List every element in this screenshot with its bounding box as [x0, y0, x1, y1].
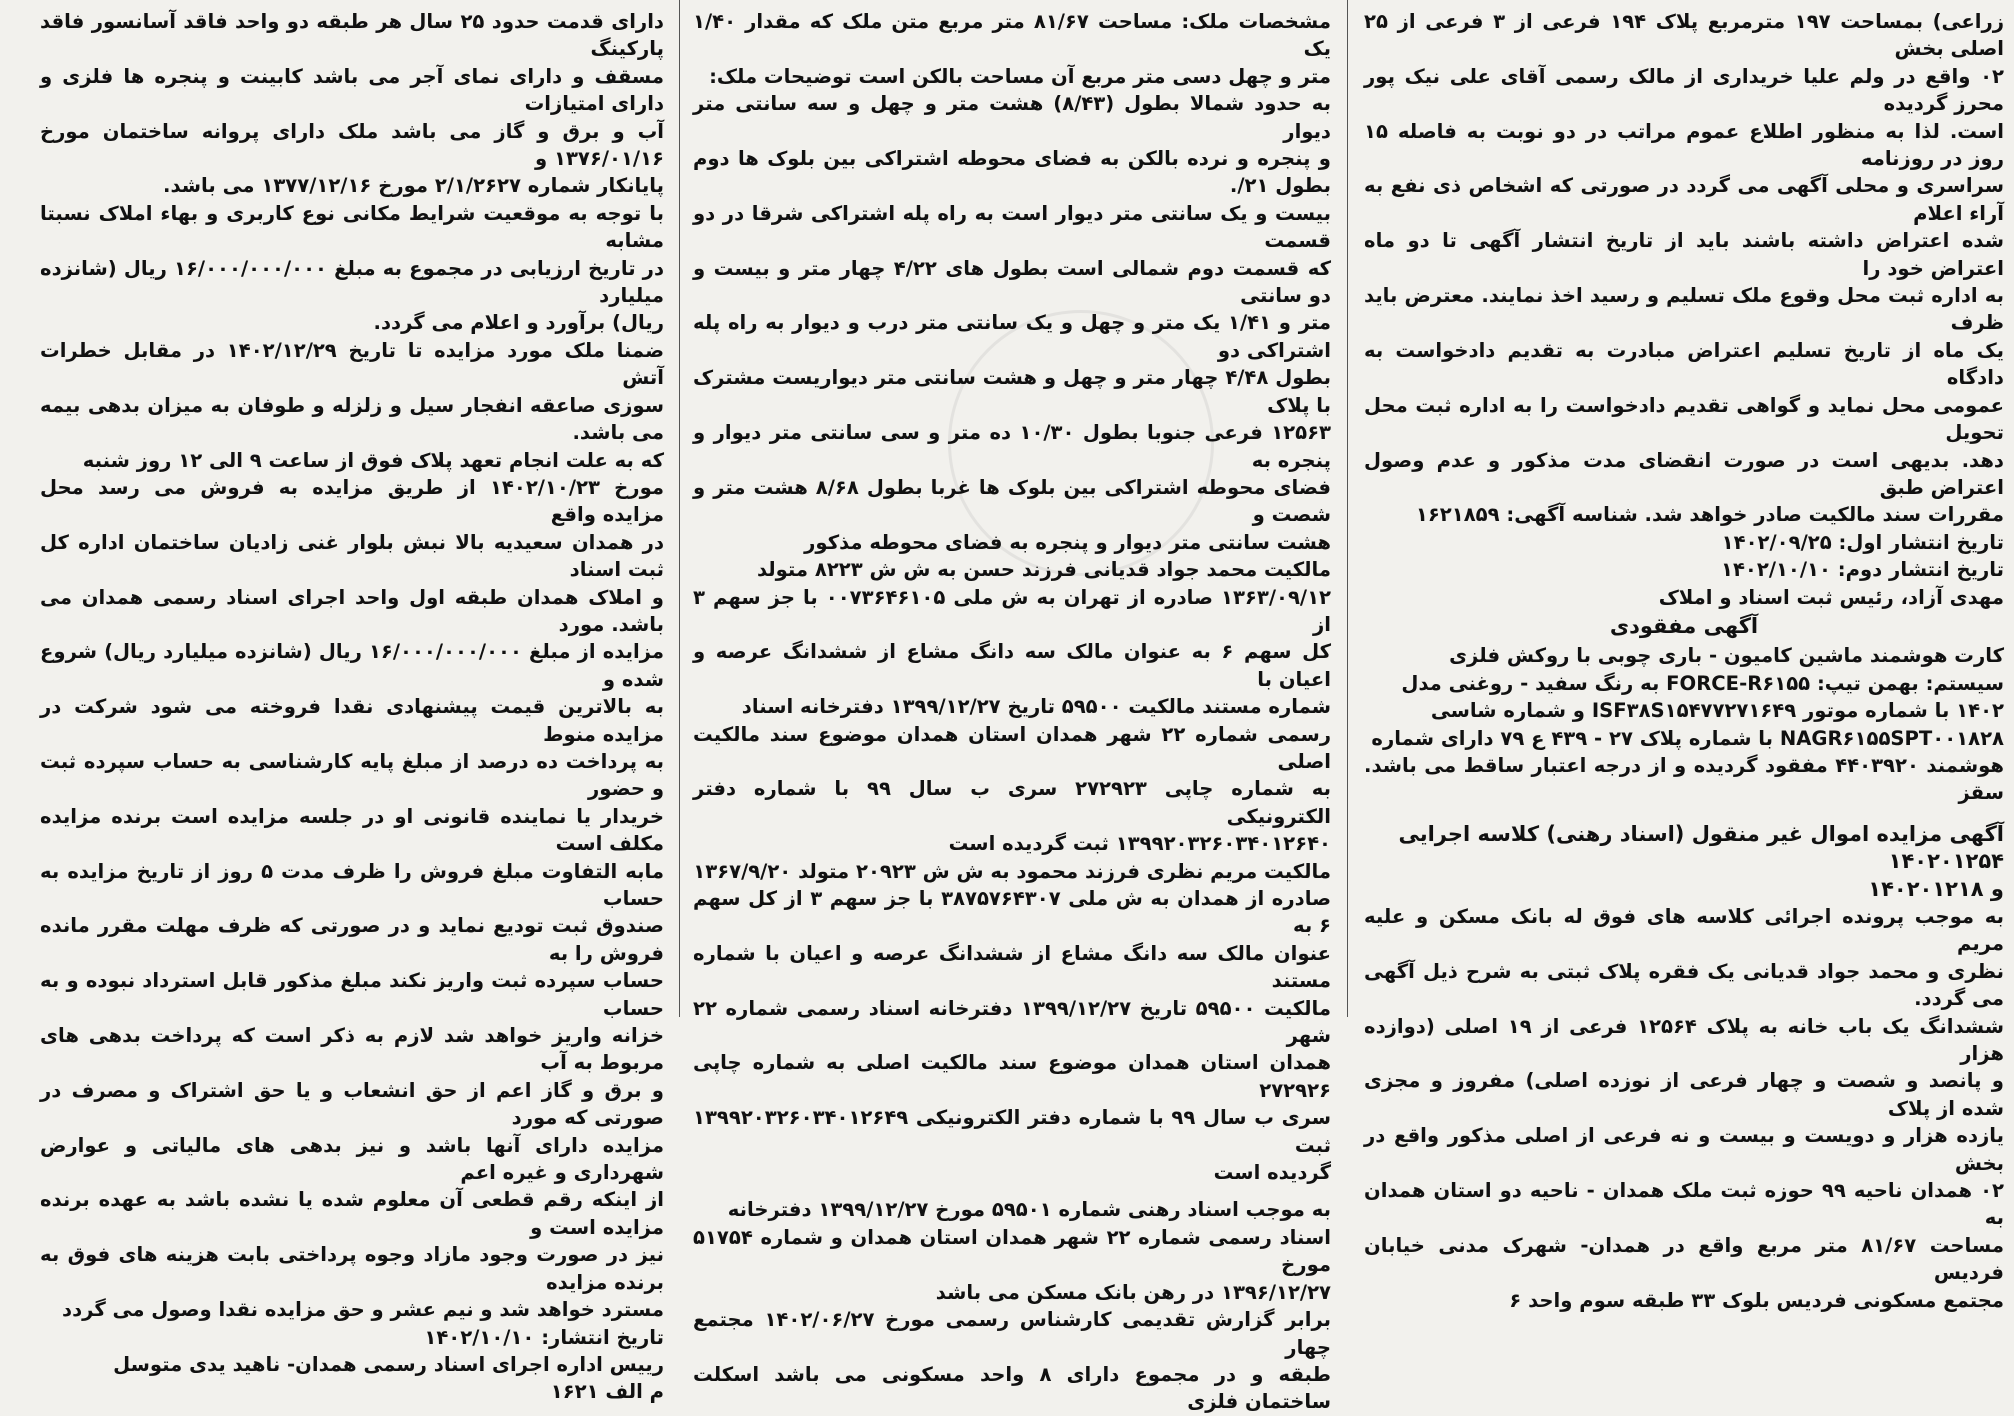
text-line: هشت سانتی متر دیوار و پنجره به فضای محوطه مذکور	[804, 530, 1331, 554]
text-line: کارت هوشمند ماشین کامیون - باری چوبی با روکش فلزی	[1449, 644, 2004, 668]
text-line: به موجب پرونده اجرائی کلاسه های فوق له بانک مسکن و علیه مریم	[1364, 905, 2004, 956]
text-line: مساحت ۸۱/۶۷ متر مربع واقع در همدان- شهرک مدنی خیابان فردیس	[1364, 1233, 2004, 1285]
auction-terms-paragraph	[40, 447, 664, 1324]
lost-notice-paragraph	[1364, 642, 2004, 806]
text-line: مسترد خواهد شد و نیم عشر و حق مزایده نقدا وصول می گردد	[62, 1298, 664, 1322]
text-line: صادره از همدان به ش ملی ۳۸۷۵۷۶۴۳۰۷ با جز سهم ۳ از کل سهم ۶ به	[693, 887, 1332, 938]
text-line: مقررات سند مالکیت صادر خواهد شد. شناسه آگهی: ۱۶۲۱۸۵۹	[1415, 503, 2004, 527]
signature: مهدی آزاد، رئیس ثبت اسناد و املاک	[1658, 585, 2004, 609]
text-line: به موجب اسناد رهنی شماره ۵۹۵۰۱ مورخ ۱۳۹۹/۱۲/۲۷ دفترخانه	[727, 1198, 1331, 1222]
mortgage-paragraph	[693, 1196, 1331, 1306]
text-line: مشخصات ملک: مساحت ۸۱/۶۷ متر مربع متن ملک که مقدار ۱/۴۰ یک	[693, 10, 1331, 61]
text-line: نظری و محمد جواد قدیانی یک فقره پلاک ثبتی به شرح ذیل آگهی می گردد.	[1364, 959, 2004, 1011]
text-line: حساب سپرده ثبت واریز نکند مبلغ مذکور قابل استرداد نبوده و به حساب	[40, 969, 664, 1020]
text-line: دهد. بدیهی است در صورت انقضای مدت مذکور و عدم وصول اعتراض طبق	[1364, 448, 2004, 499]
text-line: عمومی محل نماید و گواهی تقدیم دادخواست را به اداره ثبت محل تحویل	[1364, 393, 2004, 445]
text-line: یازده هزار و دویست و بیست و نه فرعی از اصلی مذکور واقع در بخش	[1364, 1124, 2004, 1175]
text-line: زراعی) بمساحت ۱۹۷ مترمربع پلاک ۱۹۴ فرعی از ۳ فرعی از ۲۵ اصلی بخش	[1364, 10, 2005, 61]
text-line: مالکیت ۵۹۵۰۰ تاریخ ۱۳۹۹/۱۲/۲۷ دفترخانه اسناد رسمی شماره ۲۲ شهر	[693, 996, 1331, 1048]
text-line: مورخ ۱۴۰۲/۱۰/۲۳ از طریق مزایده به فروش می رسد محل مزایده واقع	[40, 475, 664, 527]
text-line: شماره مستند مالکیت ۵۹۵۰۰ تاریخ ۱۳۹۹/۱۲/۲۷ دفترخانه اسناد	[741, 695, 1331, 719]
text-line: مزایده دارای آنها باشد و نیز بدهی های مالیاتی و عوارض شهرداری و غیره اعم	[40, 1133, 664, 1185]
text-line: سوزی صاعقه انفجار سیل و زلزله و طوفان به میزان بدهی بیمه می باشد.	[40, 393, 664, 445]
building-description-paragraph	[40, 8, 664, 200]
ownership-paragraph-2	[693, 858, 1331, 1187]
valuation-paragraph	[40, 200, 664, 337]
text-line: ۱۳۹۶/۱۲/۲۷ در رهن بانک مسکن می باشد	[935, 1280, 1331, 1304]
text-line: کل سهم ۶ به عنوان مالک سه دانگ مشاع از ششدانگ عرصه و اعیان با	[693, 640, 1331, 691]
text-line: متر و چهل دسی متر مربع آن مساحت بالکن است توضیحات ملک:	[709, 64, 1331, 88]
text-line: برابر گزارش تقدیمی کارشناس رسمی مورخ ۱۴۰۲/۰۶/۲۷ مجتمع چهار	[693, 1308, 1332, 1359]
text-line: سیستم: بهمن تیپ: FORCE-R۶۱۵۵ به رنگ سفید - روغنی مدل	[1401, 671, 2004, 695]
text-line: ریال) برآورد و اعلام می گردد.	[373, 311, 664, 335]
text-line: گردیده است	[1213, 1161, 1331, 1185]
text-line: صندوق ثبت تودیع نماید و در صورتی که ظرف مهلت مقرر مانده فروش را به	[40, 914, 664, 965]
text-line: سری ب سال ۹۹ با شماره دفتر الکترونیکی ۱۳۹۹۲۰۳۲۶۰۳۴۰۱۲۶۴۹ ثبت	[693, 1106, 1331, 1157]
text-line: ۱۳۹۹۲۰۳۲۶۰۳۴۰۱۲۶۴۰ ثبت گردیده است	[948, 832, 1331, 856]
text-line: دارای قدمت حدود ۲۵ سال هر طبقه دو واحد فاقد آسانسور فاقد پارکینگ	[40, 10, 664, 61]
text-line: مزایده از مبلغ ۱۶/۰۰۰/۰۰۰/۰۰۰ ریال (شانزده میلیارد ریال) شروع شده و	[40, 640, 664, 691]
text-line: مالکیت مریم نظری فرزند محمود به ش ش ۲۰۹۲۳ متولد ۱۳۶۷/۹/۲۰	[693, 859, 1331, 883]
text-line: ۱۳۶۳/۰۹/۱۲ صادره از تهران به ش ملی ۰۰۷۳۶۴۶۱۰۵ با جز سهم ۳ از	[693, 585, 1331, 636]
text-line: که قسمت دوم شمالی است بطول های ۴/۲۲ چهار متر و بیست و دو سانتی	[693, 256, 1331, 308]
text-line: به پرداخت ده درصد از مبلغ پایه کارشناسی به حساب سپرده ثبت و حضور	[40, 749, 664, 801]
text-line: آب و برق و گاز می باشد ملک دارای پروانه ساختمان مورخ ۱۳۷۶/۰۱/۱۶ و	[40, 119, 664, 171]
text-line: و املاک همدان طبقه اول واحد اجرای اسناد رسمی همدان می باشد. مورد	[40, 585, 664, 636]
text-line: سراسری و محلی آگهی می گردد در صورتی که اشخاص ذی نفع به آراء اعلام	[1364, 174, 2004, 225]
auction-notice-paragraph	[1364, 903, 2004, 1314]
signature: رییس اداره اجرای اسناد رسمی همدان- ناهید یدی متوسل	[113, 1352, 664, 1376]
lost-notice-title: آگهی مفقودی	[1609, 613, 1759, 638]
text-line: از اینکه رقم قطعی آن معلوم شده یا نشده باشد به عهده برنده مزایده است و	[40, 1188, 664, 1239]
text-line: به حدود شمالا بطول (۸/۴۳) هشت متر و چهل و سه سانتی متر دیوار	[693, 92, 1331, 143]
text-line: اسناد رسمی شماره ۲۲ شهر همدان استان همدان و شماره ۵۱۷۵۴ مورخ	[693, 1225, 1331, 1277]
text-line: ۰۲ واقع در ولم علیا خریداری از مالک رسمی آقای علی نیک پور محرز گردیده	[1364, 64, 2004, 116]
text-line: نیز در صورت وجود مازاد وجوه پرداختی بابت هزینه های فوق به برنده مزایده	[40, 1243, 664, 1294]
text-line: مسقف و دارای نمای آجر می باشد کابینت و پنجره ها فلزی و دارای امتیازات	[40, 64, 664, 116]
text-line: شده اعتراض داشته باشند باید از تاریخ انتشار آگهی تا دو ماه اعتراض خود را	[1364, 229, 2004, 280]
text-line: ششدانگ یک باب خانه به پلاک ۱۲۵۶۴ فرعی از ۱۹ اصلی (دوازده هزار	[1364, 1014, 2005, 1066]
column-left	[40, 8, 665, 1404]
text-line: یک ماه از تاریخ تسلیم اعتراض مبادرت به تقدیم دادخواست به دادگاه	[1364, 338, 2004, 390]
publish-date: تاریخ انتشار: ۱۴۰۲/۱۰/۱۰	[424, 1325, 664, 1349]
text-line: هوشمند ۴۴۰۳۹۲۰ مفقود گردیده و از درجه اعتبار ساقط می باشد. سقز	[1364, 753, 2004, 805]
title-line: آگهی مزایده اموال غیر منقول (اسناد رهنی) کلاسه اجرایی ۱۴۰۲۰۱۲۵۴	[1398, 821, 2004, 874]
expert-report-paragraph	[693, 1306, 1331, 1416]
ownership-paragraph-1	[693, 556, 1331, 857]
text-line: در همدان سعیدیه بالا نبش بلوار غنی زادیان ساختمان اداره کل ثبت اسناد	[40, 530, 664, 582]
column-divider	[679, 0, 680, 1017]
publish-date-first: تاریخ انتشار اول: ۱۴۰۲/۰۹/۲۵	[1721, 530, 2004, 554]
text-line: همدان استان همدان موضوع سند مالکیت اصلی به شماره چاپی ۲۷۲۹۲۶	[693, 1051, 1331, 1102]
text-line: و پنجره و نرده بالکن به فضای محوطه اشتراکی بین بلوک ها دوم بطول ۲۱/.	[693, 147, 1331, 198]
text-line: طبقه و در مجموع دارای ۸ واحد مسکونی می باشد اسکلت ساختمان فلزی	[693, 1362, 1331, 1414]
auction-notice-title	[1364, 821, 2004, 903]
text-line: ۱۲۵۶۳ فرعی جنوبا بطول ۱۰/۳۰ ده متر و سی سانتی متر دیوار و پنجره به	[693, 421, 1331, 472]
property-spec-paragraph	[693, 8, 1331, 90]
text-line: و پانصد و شصت و چهار فرعی از نوزده اصلی) مفروز و مجزی شده از پلاک	[1364, 1069, 2004, 1120]
text-line: است. لذا به منظور اطلاع عموم مراتب در دو نوبت به فاصله ۱۵ روز در روزنامه	[1364, 119, 2004, 171]
text-line: رسمی شماره ۲۲ شهر همدان استان همدان موضوع سند مالکیت اصلی	[693, 722, 1332, 773]
text-line: متر و ۱/۴۱ یک متر و چهل و یک سانتی متر درب و دیوار به راه پله اشتراکی دو	[693, 311, 1332, 362]
text-line: مابه التفاوت مبلغ فروش را ظرف مدت ۵ روز از تاریخ مزایده به حساب	[40, 859, 664, 910]
text-line: مجتمع مسکونی فردیس بلوک ۳۳ طبقه سوم واحد ۶	[1509, 1288, 2004, 1312]
title-line: و ۱۴۰۲۰۱۲۱۸	[1868, 876, 2004, 901]
text-line: NAGR۶۱۵۵SPT۰۰۱۸۲۸ با شماره پلاک ۲۷ - ۴۳۹ ع ۷۹ دارای شماره	[1371, 726, 2004, 750]
text-line: به بالاترین قیمت پیشنهادی نقدا فروخته می شود شرکت در مزایده منوط	[40, 695, 664, 746]
column-divider	[1347, 0, 1348, 1017]
land-notice-paragraph	[1364, 8, 2004, 529]
column-middle	[693, 8, 1332, 1414]
text-line: ۱۴۰۲ با شماره موتور ISF۳۸S۱۵۴۷۷۲۷۱۶۴۹ و شماره شاسی	[1430, 699, 2004, 723]
text-line: خریدار یا نماینده قانونی او در جلسه مزایده است برنده مزایده مکلف است	[40, 804, 664, 856]
insurance-paragraph	[40, 337, 664, 447]
publish-date-second: تاریخ انتشار دوم: ۱۴۰۲/۱۰/۱۰	[1720, 558, 2004, 582]
text-line: مالکیت محمد جواد قدیانی فرزند حسن به ش ش ۸۲۲۳ متولد	[756, 558, 1331, 582]
text-line: بیست و یک سانتی متر دیوار است به راه پله اشتراکی شرقا در دو قسمت	[693, 201, 1331, 253]
text-line: عنوان مالک سه دانگ مشاع از ششدانگ عرصه و اعیان با شماره مستند	[693, 941, 1331, 993]
text-line: در تاریخ ارزیابی در مجموع به مبلغ ۱۶/۰۰۰/۰۰۰/۰۰۰ ریال (شانزده میلیارد	[40, 256, 665, 308]
text-line: بطول ۴/۴۸ چهار متر و چهل و هشت سانتی متر دیواریست مشترک با پلاک	[693, 366, 1331, 417]
boundaries-paragraph	[693, 90, 1331, 556]
text-line: و برق و گاز اعم از حق انشعاب و یا حق اشتراک و مصرف در صورتی که مورد	[40, 1078, 664, 1130]
column-right	[1364, 8, 2005, 1312]
text-line: به شماره چاپی ۲۷۲۹۲۳ سری ب سال ۹۹ با شماره دفتر الکترونیکی	[693, 777, 1331, 828]
text-line: پایانکار شماره ۲/۱/۲۶۲۷ مورخ ۱۳۷۷/۱۲/۱۶ می باشد.	[163, 174, 664, 198]
text-line: ضمنا ملک مورد مزایده تا تاریخ ۱۴۰۲/۱۲/۲۹ در مقابل خطرات آتش	[40, 338, 665, 390]
notice-code: م الف ۱۶۲۱	[550, 1380, 664, 1404]
text-line: خزانه واریز خواهد شد لازم به ذکر است که پرداخت بدهی های مربوط به آب	[40, 1024, 664, 1075]
text-line: فضای محوطه اشتراکی بین بلوک ها غربا بطول ۸/۶۸ هشت متر و شصت و	[693, 475, 1331, 527]
text-line: ۰۲ همدان ناحیه ۹۹ حوزه ثبت ملک همدان - ناحیه دو استان همدان به	[1364, 1179, 2004, 1230]
text-line: که به علت انجام تعهد پلاک فوق از ساعت ۹ الی ۱۲ روز شنبه	[82, 448, 664, 472]
text-line: با توجه به موقعیت شرایط مکانی نوع کاربری و بهاء املاک نسبتا مشابه	[40, 201, 664, 253]
text-line: به اداره ثبت محل وقوع ملک تسلیم و رسید اخذ نمایند. معترض باید ظرف	[1364, 284, 2004, 335]
